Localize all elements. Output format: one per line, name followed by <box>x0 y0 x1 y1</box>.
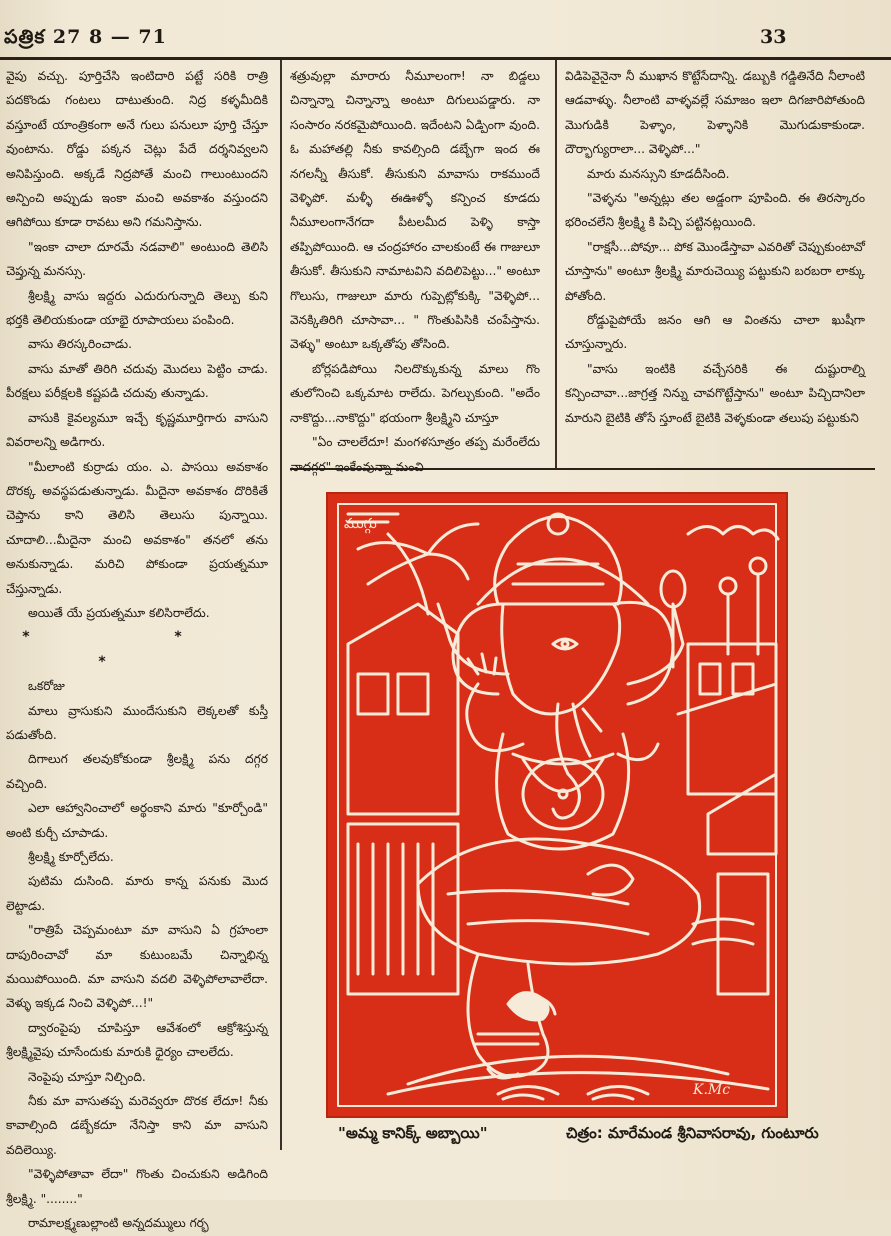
paragraph: విడిపెవైనైనా నీ ముఖాన కొట్టేసేదాన్ని. డబ్బుకి గడ్డితినేది నీలాంటి ఆడవాళ్ళు. నీలాంటి వాళ్ళవల్లే సమాజం ఇలా దిగజారిపోతుంది మొగుడికి పెళ్ళాం, పెళ్ళానికి మొగుడుకాకుండా. దౌర్భాగ్యురాలా... వెళ్ళిపో..." <box>565 69 865 157</box>
paragraph: నెంపైపు చూస్తూ నిల్చింది. <box>28 1069 146 1084</box>
column-divider-2 <box>555 60 557 468</box>
section-break-stars: * * * <box>22 629 252 670</box>
page-number: 33 <box>760 26 787 48</box>
paragraph: మాలు వ్రాసుకుని ముందేసుకుని లెక్కలతో కుస్తీ పడుతోంది. <box>6 703 268 742</box>
paragraph: "ఇంకా చాలా దూరమే నడవాలి" అంటుంది తెలిసి చెప్తున్న మనస్సు. <box>6 239 268 279</box>
paragraph: "వెళ్ళను "అన్నట్లు తల అడ్డంగా పూపింది. ఈ తిరస్కారం భరించలేని శ్రీలక్ష్మి కి పిచ్చి పట్టినట్లయింది. <box>565 191 865 230</box>
ganesha-drawing <box>328 494 786 1116</box>
artist-signature: K.Mc <box>693 1082 731 1098</box>
text-column-2 <box>290 64 540 479</box>
illustration-caption-title: "అమ్మ కానిక్క్ అబ్బాయి" <box>338 1124 488 1142</box>
header-rule <box>0 57 891 60</box>
paragraph: ఒకరోజు <box>28 679 65 694</box>
paragraph: పుటిమ దుసింది. మారు కాన్న పనుకు మొద లెట్టాడు. <box>6 874 268 913</box>
paragraph: వైపు వచ్చు. పూర్తిచేసి ఇంటిదారి పట్టే సరికి రాత్రి పదకొండు గంటలు దాటుతుంది. నిద్ర కళ్ళమీదికి వస్తూంటే యాంత్రికంగా అనే గులు పనులూ పూర్తి చేస్తూ వుంటాను. రోడ్డు పక్కన చెట్లు పేదే దర్శనివ్వలని అనిపిస్తుంది. అక్కడే నిద్రపోతే మంచి గాలుంటుందని అన్పించి అప్పుడు ఇంకా మంచి అవకాశం వస్తుందని ఆగిపోయి కూడా రావటు అని గమనిస్తాను. <box>6 69 268 230</box>
paragraph: వాసుకి కైవల్యమూ ఇచ్చే కృష్ణమూర్తిగారు వాసుని వివరాలన్ని అడిగారు. <box>6 410 268 450</box>
paragraph: వాసు మాతో తిరిగి చదువు మొదలు పెట్టిం చాడు. పీరక్షలు పరీక్షలకి కష్టపడి చదువు తున్నాడు. <box>6 361 268 401</box>
paragraph: రామాలక్ష్మణుల్లాంటి అన్నదమ్ములు గర్భ <box>28 1216 209 1231</box>
issue-header: పత్రిక 27 8 — 71 <box>4 26 167 48</box>
paragraph: "మీలాంటి కుర్రాడు యం. ఎ. పాసయి అవకాశం దొరక్క అవస్థపడుతున్నాడు. మీదైనా అవకాశం దొరికితే చెప్తాను కాని తెలిసి తెలుసు పున్నాయి. చూదాలి...మీదైనా మంచి అవకాశం" తనలో తను అనుకున్నాడు. మరిచి పోకుండా ప్రయత్నమూ చేస్తున్నాడు. <box>6 459 268 596</box>
illustration-corner-text: ముగ్గు <box>344 516 377 532</box>
paragraph: శత్రువుల్లా మారారు నీమూలంగా! నా బిడ్డలు చిన్నాన్నా చిన్నాన్నా అంటూ దిగులుపడ్డారు. నా సంసారం నరకమైపోయింది. ఇదేంటని ఏడ్పింగా వుంది. ఓ మహాతల్లి నీకు కావల్సింది డబ్బేగా ఇంద ఈ నగలన్నీ తీసుకో. తీసుకుని మావాసు రాకముందే వెళ్ళిపో. మళ్ళీ ఈఊళ్ళో కన్పించ కూడదు నీమూలంగానేగదా పీటలమీద పెళ్ళి కాస్తా తప్పిపోయింది. ఆ చంద్రహారం చాలకుంటే ఈ గాజులూ తీసుకో. తీసుకుని నామాటవిని వదిలిపెట్టు..." అంటూ గొలుసు, గాజులూ మారు గుప్పెట్లోకుక్కి "వెళ్ళిపో... వెనక్కితిరిగి చూసావా... " గొంతుపిసికి చంపేస్తాను. వెళ్ళు" అంటూ ఒక్కతోపు తోసింది. <box>290 69 540 352</box>
paragraph: "వెళ్ళిపోతావా లేదా" గొంతు చించుకుని అడిగింది శ్రీలక్ష్మి. "........" <box>6 1167 268 1206</box>
text-column-1 <box>6 64 268 1236</box>
paragraph: నీకు మా వాసుతప్ప మరెవ్వరూ దొరక లేదూ! నీకు కావాల్సింది డబ్బేకదూ నేనిస్తా కాని మా వాసుని వదిలెయ్యి. <box>6 1094 268 1157</box>
paragraph: "ఏం చాలలేదూ! మంగళసూత్రం తప్ప మరేంలేదు నాదగ్గర" ఇంకేంవున్నా మంచి <box>290 435 540 474</box>
paragraph: శ్రీలక్ష్మి వాసు ఇద్దరు ఎదురుగున్నాది తెల్పు కుని భర్తకి తెలియకుండా యాభై రూపాయలు పంపింది. <box>6 288 268 328</box>
illustration-credit: చిత్రం: మారేమండ శ్రీనివాసరావు, గుంటూరు <box>566 1124 819 1142</box>
paragraph: "రాక్షసీ...పోవూ... పోక మొండేస్తావా ఎవరితో చెప్పుకుంటావో చూస్తాను" అంటూ శ్రీలక్ష్మి మారుచెయ్యి పట్టుకుని బరబరా లాక్కు పోతోంది. <box>565 239 865 303</box>
paragraph: "వాసు ఇంటికి వచ్చేసరికి ఈ దుష్టురాల్ని కన్పించావా...జాగ్రత్త నిన్ను చావగొట్టేస్తాను" అంటూ పిచ్చిదానిలా మారుని బైటికి తోసే స్తూంటే బైటికి వెళ్ళకుండా తలుపు పట్టుకుని <box>565 361 865 425</box>
text-column-3 <box>565 64 865 430</box>
paragraph: బోర్లపడిపోయి నిలదొక్కుకున్న మాలు గొం తులోనించి ఒక్కమాట రాలేదు. పెగల్చుకుంది. "అదేం నాకొద్దు...నాకొద్దు" భయంగా శ్రీలక్ష్మిని చూస్తూ <box>290 361 540 425</box>
paragraph: దిగాలుగ తలవుకోకుండా శ్రీలక్ష్మి పను దగ్గర వచ్చింది. <box>6 752 268 791</box>
paragraph: ద్వారంపైపు చూపిస్తూ ఆవేశంలో ఆక్రోశిస్తున్న శ్రీలక్ష్మివైపు చూసేందుకు మారుకి ధైర్యం చాలలేదు. <box>6 1020 268 1060</box>
column-divider-1 <box>280 60 282 1150</box>
paragraph: శ్రీలక్ష్మి కూర్చోలేదు. <box>28 850 114 864</box>
paragraph: అయితే యే ప్రయత్నమూ కలిసిరాలేదు. <box>28 605 210 620</box>
paragraph: రోడ్డుపైపోయే జనం ఆగి ఆ వింతను చాలా ఖుషీగా చూస్తున్నారు. <box>565 313 865 352</box>
paragraph: మారు మనస్సుని కూడదీసింది. <box>587 166 730 181</box>
paragraph: వాసు తిరస్కరించాడు. <box>28 337 133 352</box>
paragraph: "రాత్రిపే చెప్పమంటూ మా వాసుని ఏ గ్రహంలా దాపురించావో మా కుటుంబమే చిన్నాభిన్న మయిపోయింది. మా వాసుని వదలి వెళ్ళిపోలావాలేదా. వెళ్ళు ఇక్కడ నించి వెళ్ళిపో...!" <box>6 923 268 1011</box>
ganesha-illustration <box>326 492 788 1118</box>
paragraph: ఎలా ఆహ్వానించాలో అర్థంకాని మారు "కూర్చోండి" అంటి కుర్చీ చూపాడు. <box>6 801 268 840</box>
